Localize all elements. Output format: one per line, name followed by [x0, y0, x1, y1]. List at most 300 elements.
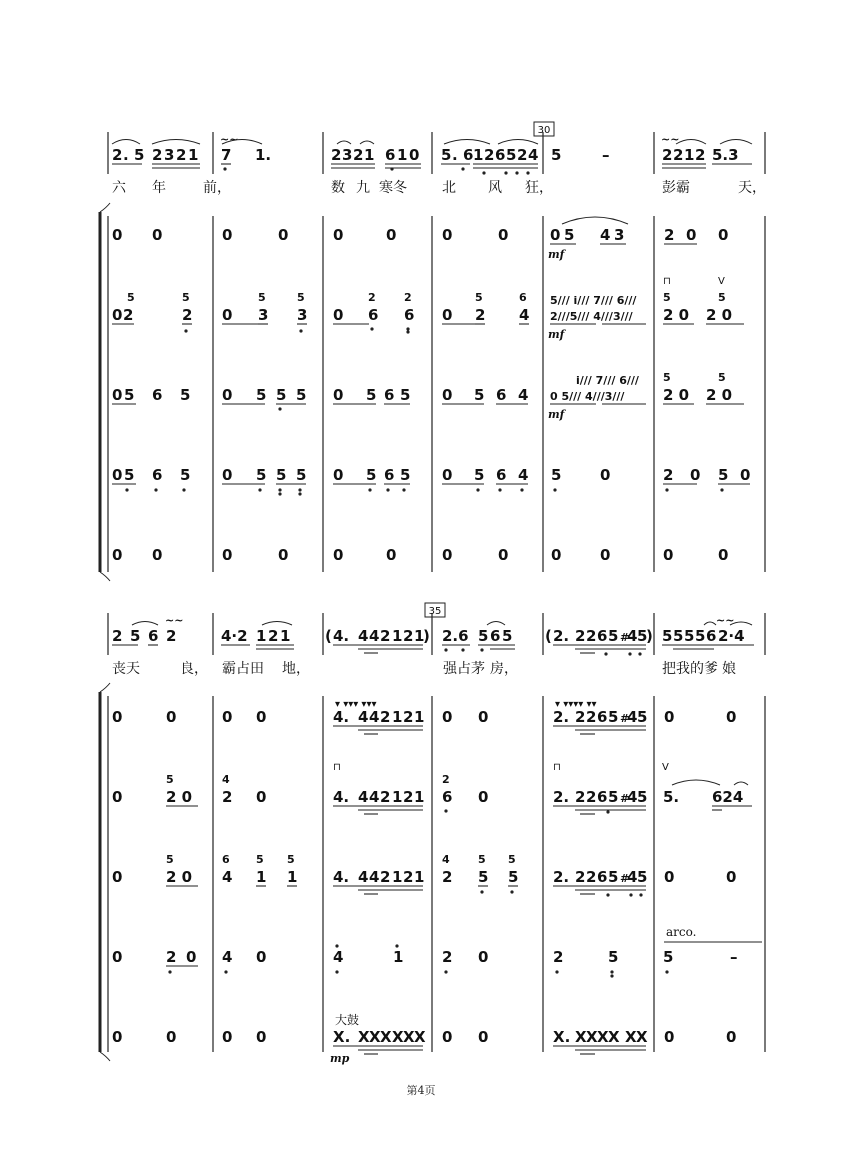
note: 1	[393, 948, 404, 966]
note: 6	[152, 386, 163, 404]
note: 624	[712, 788, 744, 806]
note: 5	[637, 708, 648, 726]
note: 0	[726, 708, 737, 726]
note: 5	[608, 868, 619, 886]
slur	[262, 622, 292, 626]
note: 2	[663, 466, 674, 484]
upper-note: 5	[166, 773, 174, 786]
note: 5	[366, 466, 377, 484]
note: 5	[256, 386, 267, 404]
note: 0	[333, 226, 344, 244]
sharp: #	[620, 712, 630, 725]
note: 1	[397, 146, 408, 164]
octave-dot	[402, 488, 405, 491]
upper-note: 5	[508, 853, 516, 866]
note: 2	[586, 708, 597, 726]
tremolo-upper: 5/// i/// 7/// 6///	[550, 294, 637, 307]
bracket-hook	[100, 572, 110, 581]
note: 0	[686, 226, 697, 244]
note: 4.	[333, 627, 350, 645]
upper-note: 5	[297, 291, 305, 304]
note: 5	[256, 466, 267, 484]
note: 2	[380, 788, 391, 806]
note: 0	[600, 546, 611, 564]
note: 4	[358, 788, 369, 806]
slur	[337, 141, 351, 144]
note: 5	[663, 948, 674, 966]
note: 0	[498, 546, 509, 564]
upper-note: 6	[222, 853, 230, 866]
note: 1	[414, 708, 425, 726]
lyric: 良，	[180, 661, 208, 677]
note: 5	[608, 708, 619, 726]
note: (	[325, 627, 332, 645]
note: 0	[152, 226, 163, 244]
note: 1	[414, 788, 425, 806]
note: 5	[673, 627, 684, 645]
upper-note: 5	[182, 291, 190, 304]
octave-dot	[298, 488, 301, 491]
rehearsal-number-35: 35	[428, 606, 442, 617]
note: 2.	[553, 627, 570, 645]
note: 1	[287, 868, 298, 886]
lyric: 丧天	[112, 661, 140, 677]
note: 4	[518, 386, 529, 404]
note: 0	[222, 708, 233, 726]
drum-label: 大鼓	[335, 1013, 360, 1027]
note: (	[545, 627, 552, 645]
note: 4	[627, 788, 638, 806]
slur	[132, 622, 158, 626]
note: 0	[664, 868, 675, 886]
note: 5	[684, 627, 695, 645]
trill-mark: ~~	[165, 614, 184, 627]
note: 0	[112, 466, 123, 484]
note: 5	[130, 627, 141, 645]
octave-dot	[606, 893, 609, 896]
note: 0	[278, 546, 289, 564]
note: 2	[586, 627, 597, 645]
note: 6	[490, 627, 501, 645]
note: 2	[586, 788, 597, 806]
upper-note: 5	[256, 853, 264, 866]
note: 0	[498, 226, 509, 244]
note: 3	[614, 226, 625, 244]
note: 2	[268, 627, 279, 645]
bow-down: ⊓	[333, 762, 341, 773]
octave-dot	[298, 492, 301, 495]
note: 6	[384, 386, 395, 404]
note: 6	[148, 627, 159, 645]
note: 2	[331, 146, 342, 164]
note: X.	[553, 1028, 571, 1046]
slur	[734, 782, 748, 785]
note: 1	[188, 146, 199, 164]
upper-note: 5	[127, 291, 135, 304]
upper-note: 5	[718, 291, 726, 304]
octave-dot	[184, 329, 187, 332]
note: 0	[442, 466, 453, 484]
note: 0	[333, 306, 344, 324]
note: 4	[222, 948, 233, 966]
note: 2	[112, 627, 123, 645]
rehearsal-number-30: 30	[537, 125, 551, 136]
octave-dot	[278, 492, 281, 495]
note: 0	[222, 386, 233, 404]
octave-dot	[604, 652, 607, 655]
octave-dot	[628, 652, 631, 655]
lyric: 北	[442, 180, 456, 196]
note: X	[369, 1028, 381, 1046]
note: 2 0	[166, 788, 193, 806]
upper-note: 5	[287, 853, 295, 866]
note: 1	[256, 868, 267, 886]
slur	[152, 140, 200, 145]
lyric: 年	[152, 180, 166, 196]
note: 6	[404, 306, 415, 324]
note: 0	[112, 708, 123, 726]
note: 2	[403, 788, 414, 806]
note: 0	[112, 868, 123, 886]
slur	[720, 140, 752, 145]
note: 0	[186, 948, 197, 966]
note: 2	[442, 868, 453, 886]
note: 0	[726, 868, 737, 886]
octave-dot	[444, 809, 447, 812]
note: 4	[358, 868, 369, 886]
note: 5	[695, 627, 706, 645]
note: 1	[392, 868, 403, 886]
note: 2	[222, 788, 233, 806]
note: 4	[358, 708, 369, 726]
note: 4.	[333, 868, 350, 886]
octave-dot	[638, 652, 641, 655]
note: 0	[600, 466, 611, 484]
note: 6	[495, 146, 506, 164]
note: 0	[112, 546, 123, 564]
octave-dot	[278, 488, 281, 491]
note: 7	[221, 146, 232, 164]
note: 0	[442, 546, 453, 564]
octave-dot	[526, 171, 529, 174]
note: .	[123, 146, 129, 164]
note: X	[392, 1028, 404, 1046]
note: 3	[164, 146, 175, 164]
note: 5	[400, 386, 411, 404]
note: 0	[740, 466, 751, 484]
note: 5	[637, 788, 648, 806]
octave-dot	[406, 327, 409, 330]
note: 6	[597, 708, 608, 726]
note: 2 0	[663, 306, 690, 324]
note: 2	[380, 868, 391, 886]
note: 5	[608, 627, 619, 645]
note: )	[423, 627, 430, 645]
slur	[498, 140, 538, 145]
dynamic-mp: mp	[330, 1052, 350, 1065]
note: 5	[508, 868, 519, 886]
bracket-hook	[100, 1052, 110, 1061]
page-number: 第4页	[406, 1084, 436, 1097]
note: 1	[256, 627, 267, 645]
arco-label: arco.	[666, 925, 697, 939]
note: 0	[726, 1028, 737, 1046]
accent-marks: ▾ ▾▾▾ ▾▾▾	[335, 699, 377, 710]
upper-note: 5	[663, 291, 671, 304]
note: 5	[637, 868, 648, 886]
trill-mark: ~~	[661, 133, 680, 146]
bow-up: V	[662, 762, 669, 773]
sharp: #	[620, 792, 630, 805]
note: 5	[124, 386, 135, 404]
note: 2	[575, 627, 586, 645]
lyric: 房，	[490, 661, 518, 677]
note: 2	[112, 146, 123, 164]
lyric: 狂，	[525, 180, 553, 196]
note: 2	[586, 868, 597, 886]
note: 5	[276, 386, 287, 404]
notation-layer	[100, 122, 766, 1065]
note: 0	[442, 306, 453, 324]
note: 0	[664, 708, 675, 726]
note: 0	[112, 948, 123, 966]
note: 0	[333, 466, 344, 484]
trill-mark: ~~	[220, 133, 239, 146]
note: 5	[551, 466, 562, 484]
octave-dot	[386, 488, 389, 491]
note: 5	[637, 627, 648, 645]
note: 2	[166, 627, 177, 645]
lyric: 强占茅	[443, 661, 485, 677]
note: 2	[380, 627, 391, 645]
lyric: 地，	[282, 661, 310, 677]
tremolo-upper: i/// 7/// 6///	[576, 374, 639, 387]
note: 5	[180, 386, 191, 404]
note: 0	[222, 226, 233, 244]
lyric: 把我的爹	[662, 661, 718, 677]
note: 2 0	[663, 386, 690, 404]
note: 2	[662, 146, 673, 164]
note: 0	[690, 466, 701, 484]
octave-dot	[223, 167, 226, 170]
note: 5	[662, 627, 673, 645]
lyric: 九	[356, 180, 370, 196]
note: 2 0	[166, 868, 193, 886]
note: 5	[180, 466, 191, 484]
note: 5	[366, 386, 377, 404]
note: 2	[575, 868, 586, 886]
upper-note: 5	[718, 371, 726, 384]
octave-dot	[406, 330, 409, 333]
note: 0	[663, 546, 674, 564]
lyric: 六	[112, 180, 126, 196]
dynamic-mf: mf	[548, 408, 565, 421]
slur	[672, 780, 720, 785]
note: )	[646, 627, 653, 645]
octave-dot	[665, 488, 668, 491]
note: 3	[297, 306, 308, 324]
octave-dot	[665, 970, 668, 973]
note: 4	[358, 627, 369, 645]
note: X	[414, 1028, 426, 1046]
note: 0	[278, 226, 289, 244]
note: 5	[608, 788, 619, 806]
note: 0	[333, 546, 344, 564]
note: 6	[597, 868, 608, 886]
octave-dot	[720, 488, 723, 491]
note: 2	[176, 146, 187, 164]
note: X.	[333, 1028, 351, 1046]
note: 4	[627, 708, 638, 726]
note: 0	[478, 708, 489, 726]
note: 4	[369, 708, 380, 726]
accent-marks: ▾ ▾▾▾▾ ▾▾	[555, 699, 597, 710]
note: 5.	[663, 788, 680, 806]
note: 0	[442, 708, 453, 726]
octave-dot	[461, 167, 464, 170]
note: 5	[551, 146, 562, 164]
bow-up: V	[718, 276, 725, 287]
note: 4.	[333, 708, 350, 726]
note: 2	[353, 146, 364, 164]
note: 4.	[333, 788, 350, 806]
octave-dot	[335, 944, 338, 947]
slur	[360, 141, 374, 144]
note: 2	[673, 146, 684, 164]
note: 4	[369, 627, 380, 645]
note: 0	[166, 708, 177, 726]
note: 5	[134, 146, 145, 164]
upper-note: 6	[519, 291, 527, 304]
note: 2	[123, 306, 134, 324]
octave-dot	[606, 810, 609, 813]
octave-dot	[482, 171, 485, 174]
octave-dot	[461, 648, 464, 651]
note: 4	[222, 868, 233, 886]
note: 0	[333, 386, 344, 404]
upper-note: 5	[663, 371, 671, 384]
slur	[112, 140, 140, 145]
tremolo-lower: 2///5/// 4///3///	[550, 310, 633, 323]
note: 0	[112, 1028, 123, 1046]
note: 0	[222, 546, 233, 564]
note: 1	[280, 627, 291, 645]
octave-dot	[515, 171, 518, 174]
note: 6	[496, 466, 507, 484]
dynamic-mf: mf	[548, 328, 565, 341]
note: 2	[484, 146, 495, 164]
note: 5	[608, 948, 619, 966]
note: 0	[256, 788, 267, 806]
note: X	[380, 1028, 392, 1046]
note: 4	[369, 788, 380, 806]
octave-dot	[510, 890, 513, 893]
note: 2·4	[718, 627, 745, 645]
octave-dot	[125, 488, 128, 491]
note: 4	[518, 466, 529, 484]
bracket-hook	[100, 683, 110, 692]
note: 0	[386, 546, 397, 564]
slur	[487, 622, 505, 626]
octave-dot	[368, 488, 371, 491]
octave-dot	[299, 329, 302, 332]
note: 0	[664, 1028, 675, 1046]
note: 4	[627, 868, 638, 886]
note: 5	[478, 868, 489, 886]
note: 5	[400, 466, 411, 484]
octave-dot	[182, 488, 185, 491]
note: 6	[597, 788, 608, 806]
octave-dot	[639, 893, 642, 896]
octave-dot	[610, 974, 613, 977]
octave-dot	[444, 648, 447, 651]
octave-dot	[610, 970, 613, 973]
note: 2	[575, 708, 586, 726]
octave-dot	[335, 970, 338, 973]
note: 5	[502, 627, 513, 645]
bracket-hook	[100, 203, 110, 212]
note: 5	[124, 466, 135, 484]
note: 0	[409, 146, 420, 164]
lyric: 风	[488, 180, 502, 196]
octave-dot	[168, 970, 171, 973]
lyric: 彭霸	[662, 180, 690, 196]
note: 6	[368, 306, 379, 324]
note: 0	[256, 1028, 267, 1046]
octave-dot	[395, 944, 398, 947]
octave-dot	[370, 327, 373, 330]
slur	[444, 140, 490, 145]
tremolo-lower: 0 5/// 4///3///	[550, 390, 625, 403]
note: 0	[550, 226, 561, 244]
note: 2.	[553, 788, 570, 806]
note: 2.	[553, 708, 570, 726]
note: 2	[695, 146, 706, 164]
octave-dot	[224, 970, 227, 973]
octave-dot	[278, 407, 281, 410]
note: 5.3	[712, 146, 739, 164]
note: 6	[597, 627, 608, 645]
bow-down: ⊓	[553, 762, 561, 773]
upper-note: 5	[166, 853, 174, 866]
note: 2	[553, 948, 564, 966]
sharp: #	[620, 872, 630, 885]
note: 2	[152, 146, 163, 164]
upper-note: 2	[404, 291, 412, 304]
note: 1.	[255, 146, 272, 164]
note: 2	[575, 788, 586, 806]
note: X	[575, 1028, 587, 1046]
note: 1	[392, 708, 403, 726]
note: 6	[706, 627, 717, 645]
note: 2.	[553, 868, 570, 886]
bow-down: ⊓	[663, 276, 671, 287]
note: 0	[551, 546, 562, 564]
note: 0	[256, 708, 267, 726]
trill-mark: ~~	[716, 614, 735, 627]
note: 3	[342, 146, 353, 164]
note: 0	[166, 1028, 177, 1046]
octave-dot	[480, 648, 483, 651]
note: 6	[385, 146, 396, 164]
note: X	[403, 1028, 415, 1046]
note: 0	[478, 948, 489, 966]
upper-note: 2	[368, 291, 376, 304]
note: 0	[478, 1028, 489, 1046]
octave-dot	[154, 488, 157, 491]
note: 0	[222, 466, 233, 484]
upper-note: 5	[475, 291, 483, 304]
